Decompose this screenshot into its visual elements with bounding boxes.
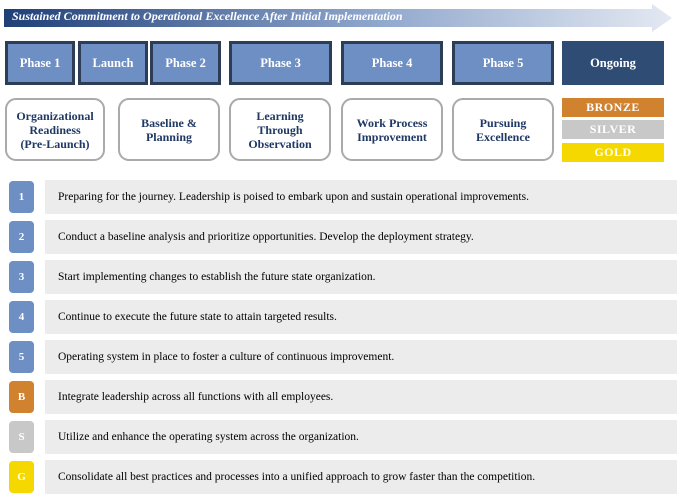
row-1-badge: 1 bbox=[9, 181, 34, 213]
row-2-badge: 2 bbox=[9, 221, 34, 253]
stage-baseline-planning: Baseline & Planning bbox=[118, 98, 220, 161]
tier-gold-badge: GOLD bbox=[562, 143, 664, 162]
row-4-description: Continue to execute the future state to attain targeted results. bbox=[45, 300, 677, 334]
phase-2-box: Phase 2 bbox=[150, 41, 221, 85]
row-2-description: Conduct a baseline analysis and prioritize opportunities. Develop the deployment strategy. bbox=[45, 220, 677, 254]
banner-title: Sustained Commitment to Operational Excellence After Initial Implementation bbox=[12, 9, 403, 23]
phase-ongoing-box: Ongoing bbox=[562, 41, 664, 85]
tier-silver-badge: SILVER bbox=[562, 120, 664, 139]
phase-1-box: Phase 1 bbox=[5, 41, 75, 85]
row-4-badge: 4 bbox=[9, 301, 34, 333]
row-5-badge: 5 bbox=[9, 341, 34, 373]
tier-bronze-badge: BRONZE bbox=[562, 98, 664, 117]
stage-learning-through-observation: Learning Through Observation bbox=[229, 98, 331, 161]
row-silver-description: Utilize and enhance the operating system across the organization. bbox=[45, 420, 677, 454]
row-5-description: Operating system in place to foster a culture of continuous improvement. bbox=[45, 340, 677, 374]
row-1-description: Preparing for the journey. Leadership is poised to embark upon and sustain operational improvements. bbox=[45, 180, 677, 214]
stage-organizational-readiness: Organizational Readiness (Pre-Launch) bbox=[5, 98, 105, 161]
phase-launch-box: Launch bbox=[78, 41, 148, 85]
row-silver-badge: S bbox=[9, 421, 34, 453]
stage-work-process-improvement: Work Process Improvement bbox=[341, 98, 443, 161]
row-bronze-badge: B bbox=[9, 381, 34, 413]
row-gold-description: Consolidate all best practices and processes into a unified approach to grow faster than the competition. bbox=[45, 460, 677, 494]
row-gold-badge: G bbox=[9, 461, 34, 493]
row-bronze-description: Integrate leadership across all functions with all employees. bbox=[45, 380, 677, 414]
stage-pursuing-excellence: Pursuing Excellence bbox=[452, 98, 554, 161]
row-3-description: Start implementing changes to establish the future state organization. bbox=[45, 260, 677, 294]
phase-4-box: Phase 4 bbox=[341, 41, 443, 85]
commitment-banner bbox=[4, 4, 674, 32]
phase-3-box: Phase 3 bbox=[229, 41, 332, 85]
row-3-badge: 3 bbox=[9, 261, 34, 293]
phase-5-box: Phase 5 bbox=[452, 41, 554, 85]
